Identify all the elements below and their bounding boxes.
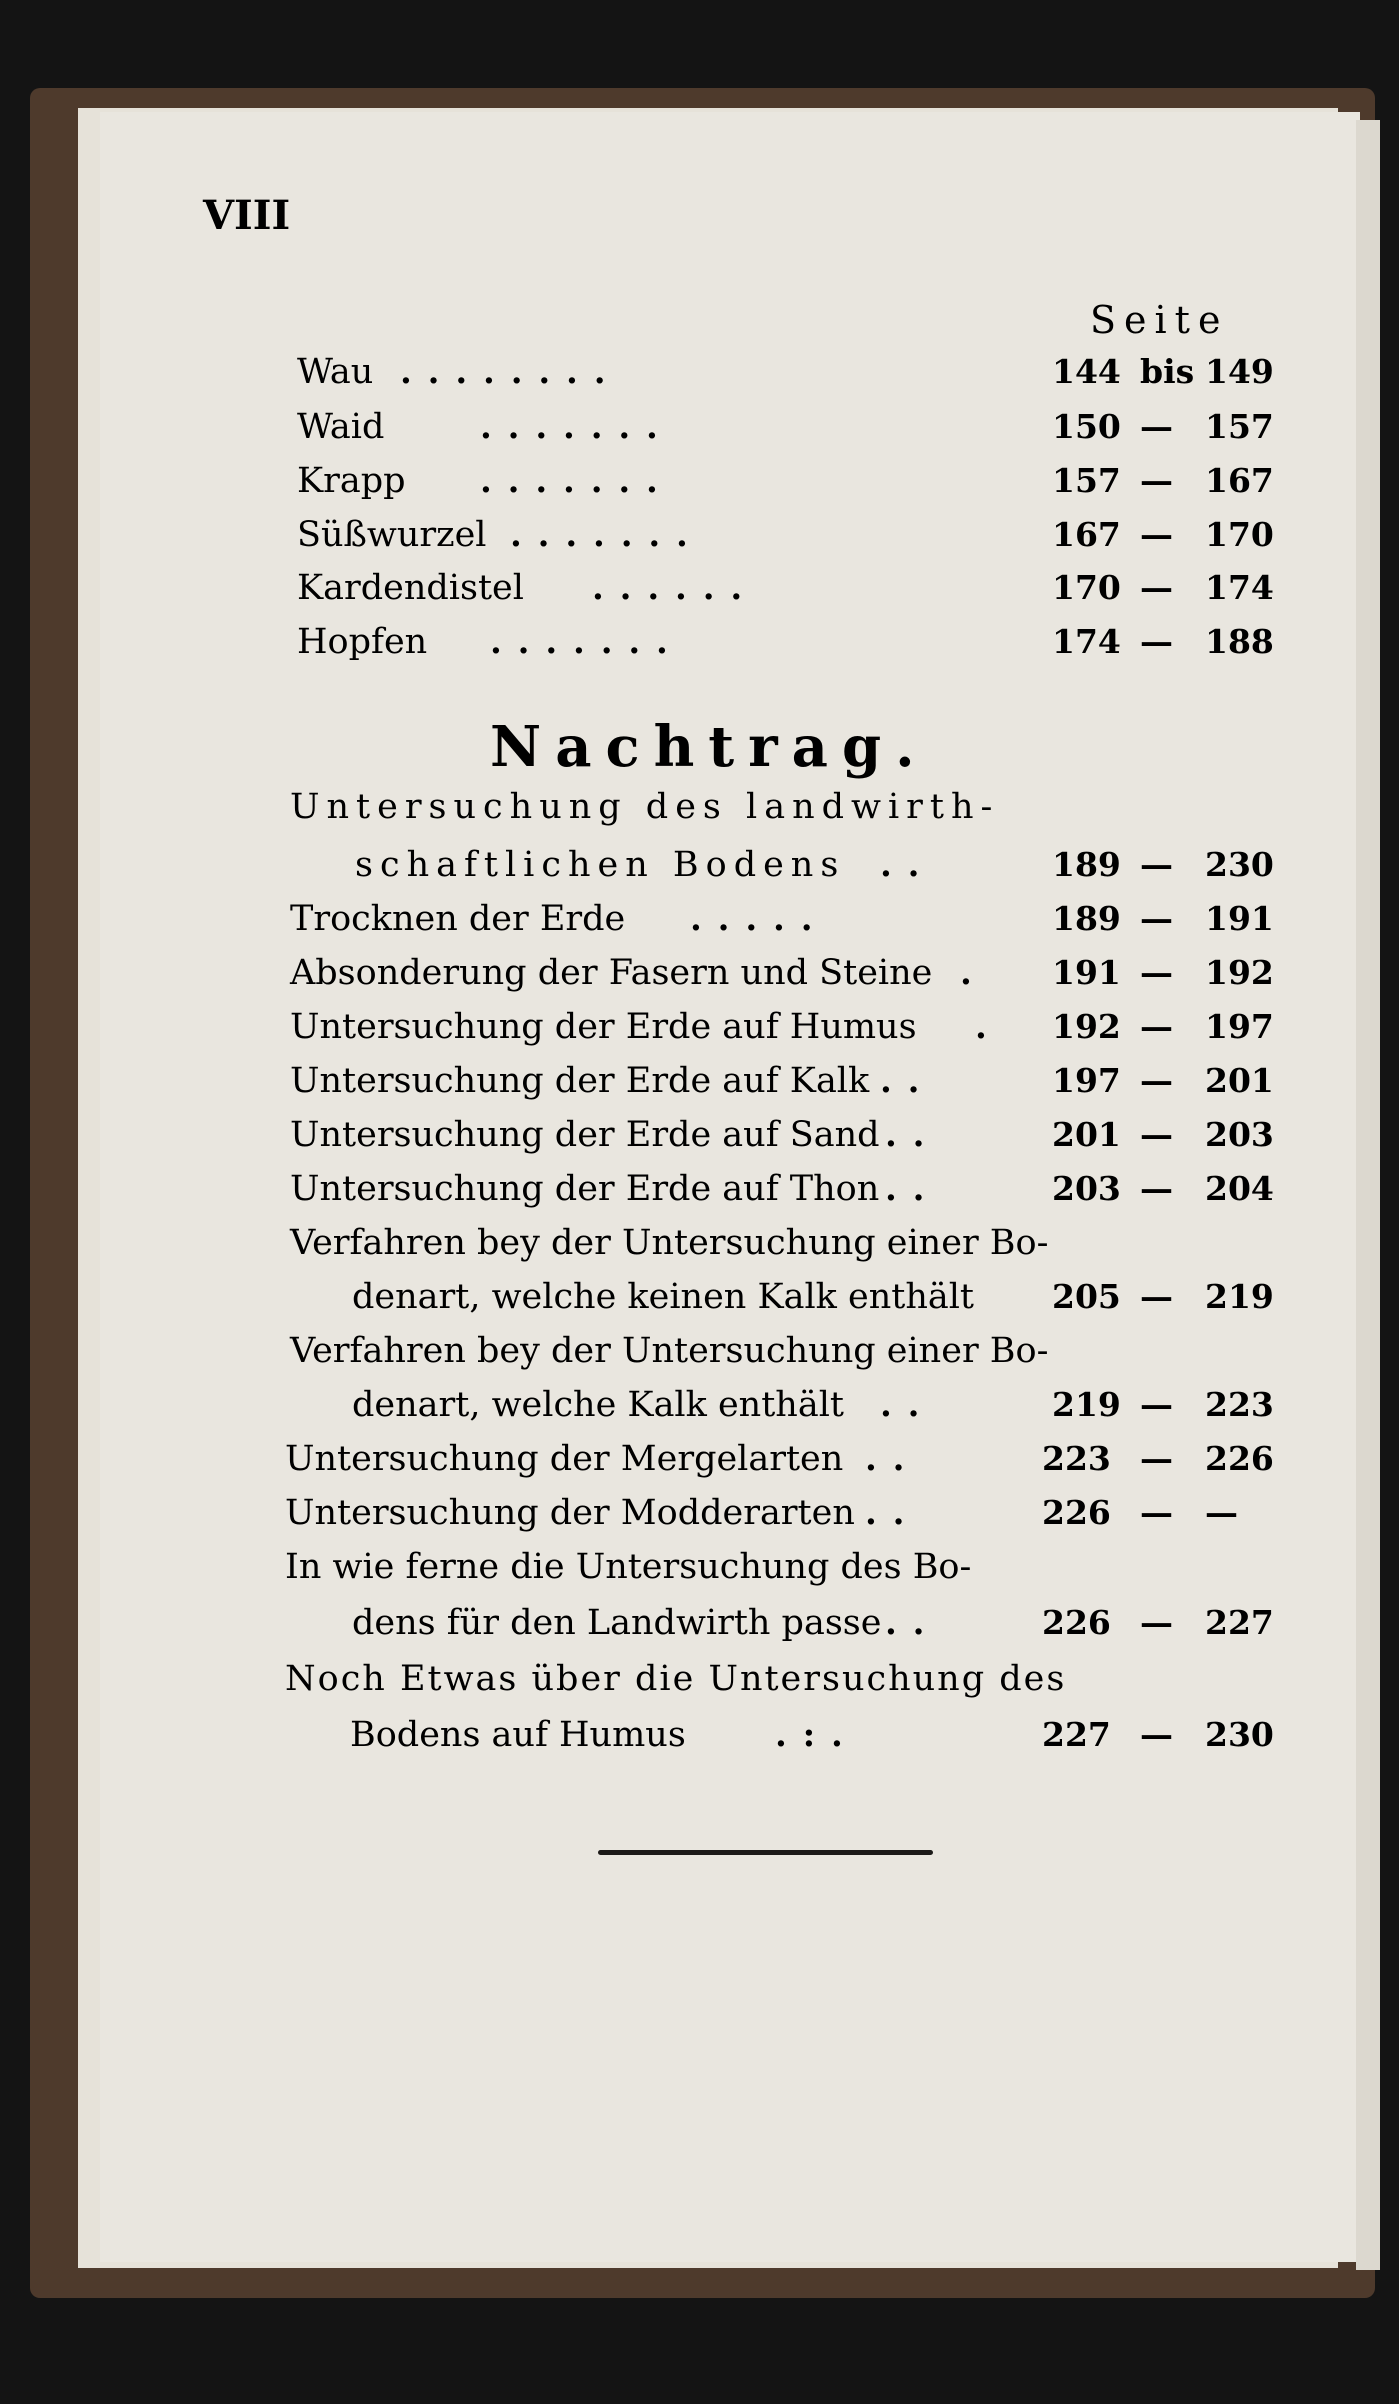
entry-title: Untersuchung der Erde auf Kalk <box>290 1061 870 1101</box>
entry-title-continued: denart, welche keinen Kalk enthält <box>352 1277 974 1317</box>
toc-entry <box>0 1715 1399 1765</box>
toc-entry-line1 <box>0 1331 1399 1381</box>
toc-entry <box>0 953 1399 1003</box>
entry-title: Untersuchung der Erde auf Sand <box>290 1115 880 1155</box>
leader-dots: . . . . . <box>690 899 815 939</box>
range-separator: bis <box>1140 352 1195 391</box>
toc-entry <box>0 568 1399 618</box>
entry-title: Kardendistel <box>297 568 524 608</box>
page-to: — <box>1205 1493 1238 1532</box>
toc-entry <box>0 1493 1399 1543</box>
page-from: 203 <box>1052 1169 1121 1208</box>
toc-entry <box>0 845 1399 895</box>
range-separator: — <box>1140 1277 1173 1316</box>
page-to: 227 <box>1205 1603 1274 1642</box>
leader-dots: . . <box>880 1061 922 1101</box>
page-from: 174 <box>1052 622 1121 661</box>
entry-title: Wau <box>297 352 374 392</box>
range-separator: — <box>1140 1715 1173 1754</box>
leader-dots: . . . . . . . <box>490 622 670 662</box>
range-separator: — <box>1140 568 1173 607</box>
page-to: 219 <box>1205 1277 1274 1316</box>
entry-title: Untersuchung der Mergelarten <box>285 1439 844 1479</box>
range-separator: — <box>1140 1061 1173 1100</box>
toc-entry <box>0 1115 1399 1165</box>
toc-entry <box>0 622 1399 672</box>
range-separator: — <box>1140 461 1173 500</box>
entry-title-continued: denart, welche Kalk enthält <box>352 1385 844 1425</box>
page-to: 203 <box>1205 1115 1274 1154</box>
leader-dots: . . . . . . . <box>480 461 660 501</box>
page-from: 144 <box>1052 352 1121 391</box>
page-to: 174 <box>1205 568 1274 607</box>
leader-dots: . <box>960 953 974 993</box>
toc-entry-line1 <box>0 787 1399 837</box>
leader-dots: . . <box>880 845 922 885</box>
range-separator: — <box>1140 1007 1173 1046</box>
page-from: 192 <box>1052 1007 1121 1046</box>
range-separator: — <box>1140 899 1173 938</box>
page-from: 189 <box>1052 845 1121 884</box>
leader-dots: . . <box>885 1115 927 1155</box>
leader-dots: . . . . . . <box>592 568 745 608</box>
page-to: 204 <box>1205 1169 1274 1208</box>
toc-entry-line1 <box>0 1659 1399 1709</box>
range-separator: — <box>1140 1493 1173 1532</box>
toc-entry <box>0 1169 1399 1219</box>
page-from: 219 <box>1052 1385 1121 1424</box>
leader-dots: . . <box>885 1603 927 1643</box>
page-to: 197 <box>1205 1007 1274 1046</box>
toc-entry-line1 <box>0 1223 1399 1273</box>
range-separator: — <box>1140 845 1173 884</box>
leader-dots: . . <box>865 1493 907 1533</box>
page-to: 191 <box>1205 899 1274 938</box>
toc-entry <box>0 407 1399 457</box>
range-separator: — <box>1140 1169 1173 1208</box>
page-from: 226 <box>1042 1603 1111 1642</box>
page-to: 192 <box>1205 953 1274 992</box>
page-to: 149 <box>1205 352 1274 391</box>
toc-entry <box>0 461 1399 511</box>
page-to: 230 <box>1205 845 1274 884</box>
page-from: 223 <box>1042 1439 1111 1478</box>
range-separator: — <box>1140 1439 1173 1478</box>
leader-dots: . . <box>865 1439 907 1479</box>
toc-entry-line1 <box>0 1547 1399 1597</box>
entry-title: In wie ferne die Untersuchung des Bo- <box>285 1547 972 1587</box>
leader-dots: . . . . . . . . <box>400 352 608 392</box>
entry-title: Untersuchung der Modderarten <box>285 1493 855 1533</box>
page-from: 191 <box>1052 953 1121 992</box>
page-to: 188 <box>1205 622 1274 661</box>
page-to: 170 <box>1205 515 1274 554</box>
toc-entry <box>0 1277 1399 1327</box>
page-from: 150 <box>1052 407 1121 446</box>
entry-title: Verfahren bey der Untersuchung einer Bo- <box>290 1331 1049 1371</box>
page-to: 230 <box>1205 1715 1274 1754</box>
leader-dots: . <box>975 1007 989 1047</box>
page-from: 167 <box>1052 515 1121 554</box>
entry-title: Absonderung der Fasern und Steine <box>290 953 933 993</box>
page-to: 157 <box>1205 407 1274 446</box>
toc-entry <box>0 352 1399 402</box>
range-separator: — <box>1140 1115 1173 1154</box>
entry-title: Noch Etwas über die Untersuchung des <box>285 1659 1067 1699</box>
column-label-seite: Seite <box>1090 298 1229 342</box>
page-from: 197 <box>1052 1061 1121 1100</box>
entry-title-continued: schaftlichen Bodens <box>355 845 846 885</box>
leader-dots: . : . <box>775 1715 845 1755</box>
entry-title: Untersuchung der Erde auf Humus <box>290 1007 917 1047</box>
end-rule <box>598 1850 933 1855</box>
range-separator: — <box>1140 1603 1173 1642</box>
range-separator: — <box>1140 1385 1173 1424</box>
entry-title: Waid <box>297 407 385 447</box>
entry-title: Trocknen der Erde <box>290 899 626 939</box>
page-from: 170 <box>1052 568 1121 607</box>
page-from: 201 <box>1052 1115 1121 1154</box>
toc-entry <box>0 1007 1399 1057</box>
section-heading-nachtrag: Nachtrag. <box>490 714 929 780</box>
entry-title-continued: Bodens auf Humus <box>350 1715 686 1755</box>
entry-title: Süßwurzel <box>297 515 487 555</box>
page-to: 226 <box>1205 1439 1274 1478</box>
entry-title: Krapp <box>297 461 406 501</box>
leader-dots: . . <box>885 1169 927 1209</box>
toc-entry <box>0 1385 1399 1435</box>
page-number: VIII <box>203 192 291 239</box>
toc-entry <box>0 515 1399 565</box>
entry-title: Verfahren bey der Untersuchung einer Bo- <box>290 1223 1049 1263</box>
leader-dots: . . . . . . . <box>510 515 690 555</box>
toc-entry <box>0 1439 1399 1489</box>
page-to: 201 <box>1205 1061 1274 1100</box>
entry-title: Untersuchung der Erde auf Thon <box>290 1169 880 1209</box>
entry-title: Hopfen <box>297 622 428 662</box>
page-from: 227 <box>1042 1715 1111 1754</box>
range-separator: — <box>1140 515 1173 554</box>
leader-dots: . . . . . . . <box>480 407 660 447</box>
page-from: 157 <box>1052 461 1121 500</box>
page-from: 226 <box>1042 1493 1111 1532</box>
page-to: 167 <box>1205 461 1274 500</box>
page-from: 189 <box>1052 899 1121 938</box>
range-separator: — <box>1140 622 1173 661</box>
page-from: 205 <box>1052 1277 1121 1316</box>
entry-title: Untersuchung des landwirth- <box>290 787 1000 827</box>
toc-entry <box>0 1061 1399 1111</box>
toc-entry <box>0 899 1399 949</box>
leader-dots: . . <box>880 1385 922 1425</box>
range-separator: — <box>1140 407 1173 446</box>
page-to: 223 <box>1205 1385 1274 1424</box>
toc-entry <box>0 1603 1399 1653</box>
entry-title-continued: dens für den Landwirth passe <box>352 1603 882 1643</box>
range-separator: — <box>1140 953 1173 992</box>
